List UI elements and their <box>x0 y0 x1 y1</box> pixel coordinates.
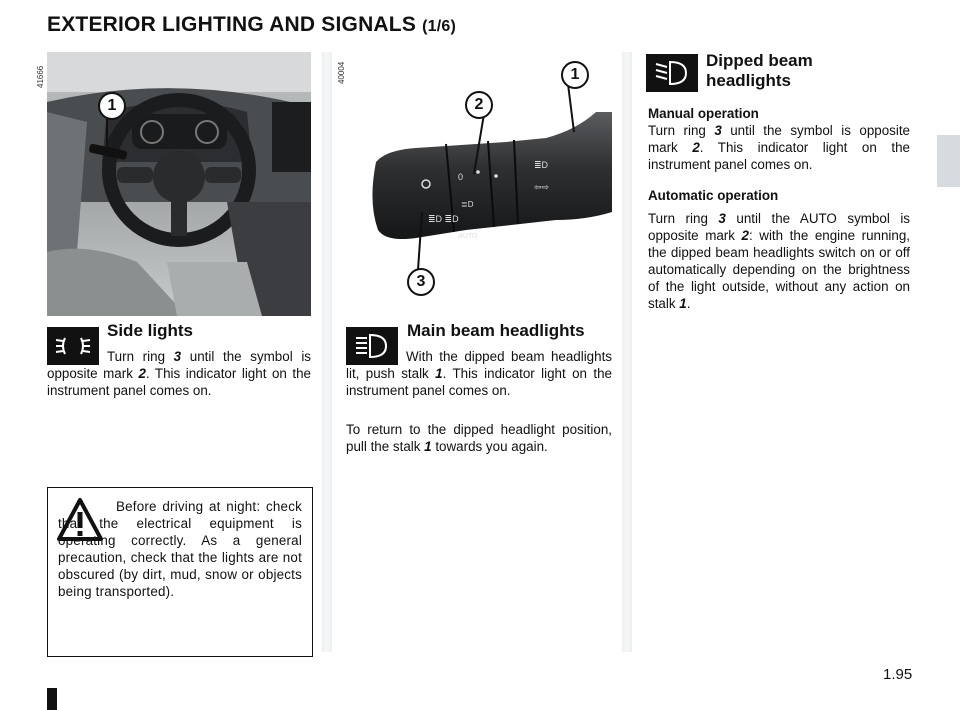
side-lights-heading: Side lights <box>107 321 193 340</box>
main-beam-heading: Main beam headlights <box>407 321 585 340</box>
page-title <box>47 13 456 37</box>
section-tab-marker <box>937 135 960 187</box>
dipped-beam-auto: Automatic operation Turn ring 3 until the AUTO symbol is opposite mark 2: with the engine running, the dipped beam headlights switch on or off automatically depending on the brightness of the light outside, without any action on stalk 1. <box>648 188 911 311</box>
figure-ref-middle: 40004 <box>337 61 346 84</box>
main-beam-text-2: To return to the dipped headlight position, pull the stalk 1 towards you again. <box>346 422 612 454</box>
svg-text:0: 0 <box>458 172 464 182</box>
callout-1-stalk: 1 <box>561 61 589 89</box>
dipped-beam-manual: Manual operation Turn ring 3 until the symbol is opposite mark 2. This indicator light on the instrument panel comes on. <box>648 106 910 172</box>
dipped-beam-icon <box>646 54 698 92</box>
crop-mark <box>47 688 57 710</box>
figure-ref-left: 41666 <box>36 65 45 88</box>
manual-operation-title: Manual operation <box>648 106 759 121</box>
callout-1-left: 1 <box>98 92 126 120</box>
svg-text:⇦⇨: ⇦⇨ <box>534 182 550 192</box>
steering-wheel-photo <box>47 52 311 316</box>
svg-text:≣D ≣D: ≣D ≣D <box>428 214 459 224</box>
page-number: 1.95 <box>883 666 913 683</box>
dipped-beam-icon-glyph <box>646 54 698 92</box>
steering-wheel-illustration <box>47 52 311 316</box>
page-title-part: (1/6) <box>422 18 456 35</box>
dipped-beam-heading: Dipped beam headlights <box>706 51 813 90</box>
automatic-operation-title: Automatic operation <box>648 188 779 203</box>
callout-3-ring: 3 <box>407 268 435 296</box>
svg-text:≣D: ≣D <box>461 200 474 209</box>
page-title-text: EXTERIOR LIGHTING AND SIGNALS <box>47 13 417 36</box>
callout-2-mark: 2 <box>465 91 493 119</box>
svg-text:≣D: ≣D <box>534 160 549 170</box>
main-beam-text-1: With the dipped beam headlights lit, push stalk 1. This indicator light on the instrument panel comes on. <box>346 349 612 398</box>
side-lights-text: Turn ring 3 until the symbol is opposite mark 2. This indicator light on the instrument panel comes on. <box>47 349 311 398</box>
warning-text: Before driving at night: check that the electrical equipment is operating correctly. As a general precaution, check that the lights are not obscured (by dirt, mud, snow or objects being transported). <box>58 499 302 599</box>
auto-ring-label: AUTO <box>458 233 478 240</box>
column-divider-left <box>322 52 332 652</box>
warning-box <box>47 487 313 657</box>
column-divider-right <box>622 52 632 652</box>
